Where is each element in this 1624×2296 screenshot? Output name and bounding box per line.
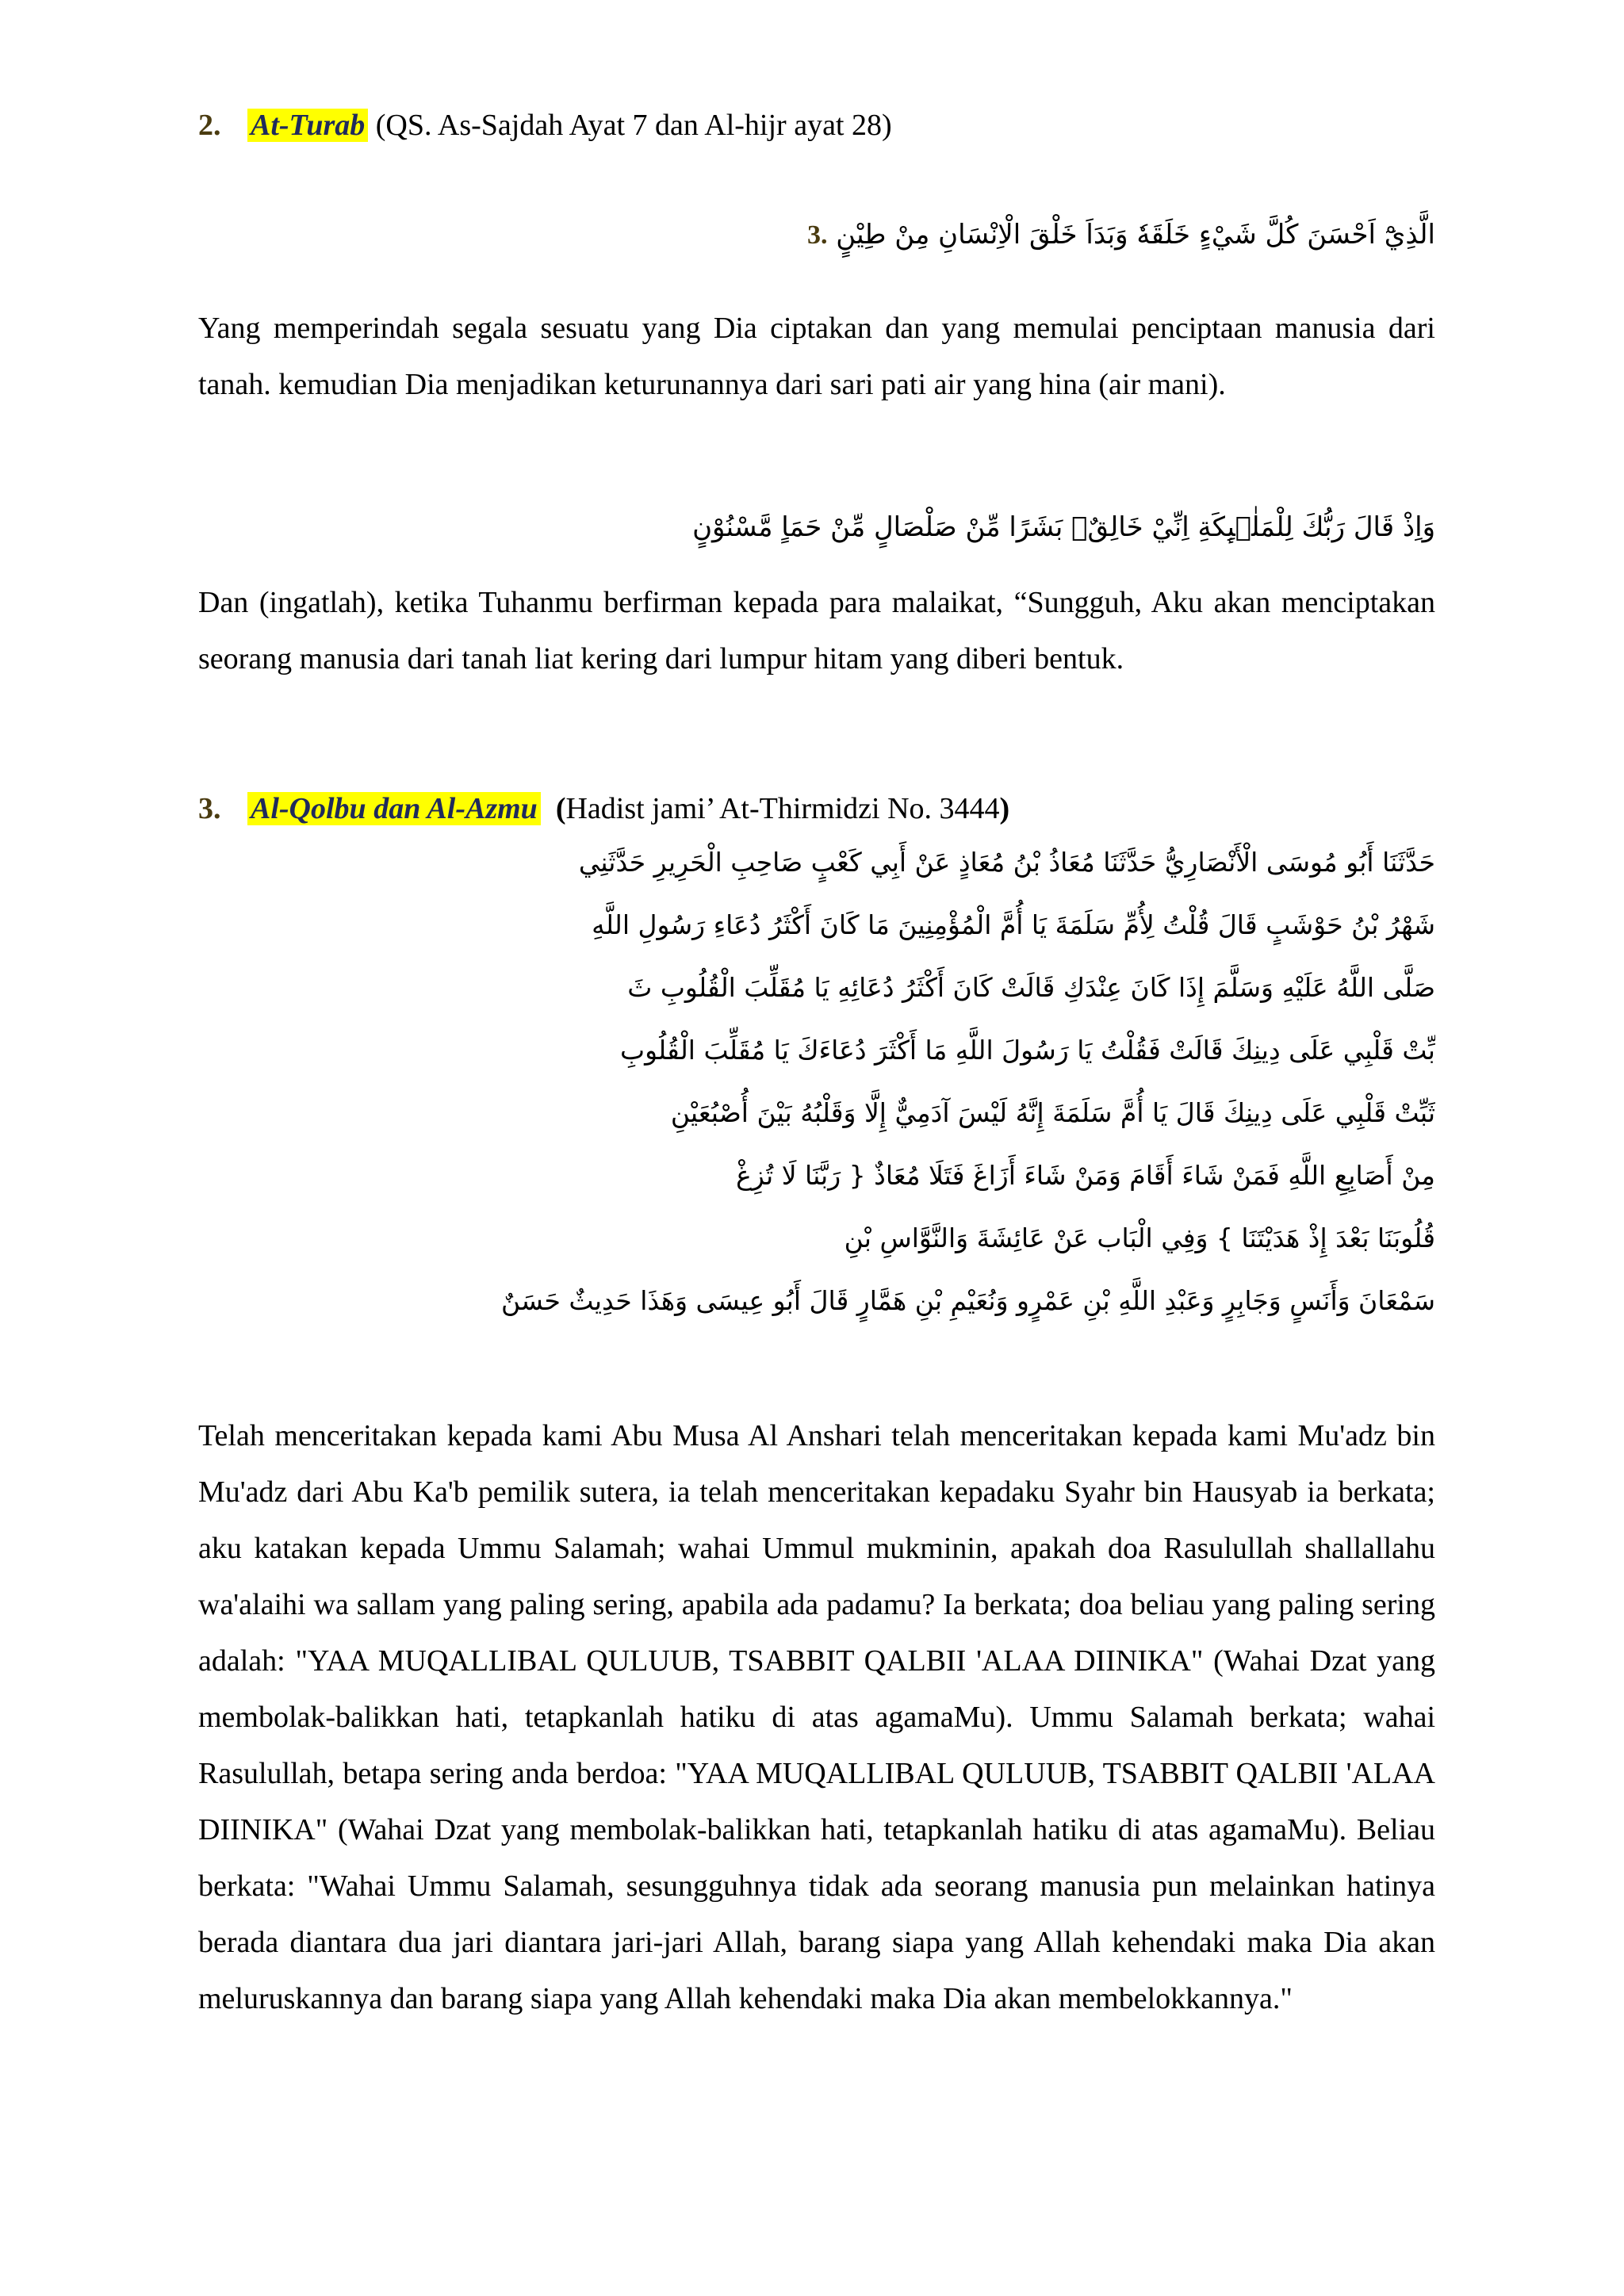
hadith-translation: Telah menceritakan kepada kami Abu Musa Al Anshari telah menceritakan kepada kami Mu'adz bin Mu'adz dari Abu Ka'b pemilik sutera, ia telah menceritakan kepadaku Syahr bin Hausyab ia berkata; aku katakan kepada Ummu Salamah; wahai Ummul mukminin, apakah doa Rasulullah shallallahu wa'alaihi wa sallam yang paling sering, apabila ada padamu? Ia berkata; doa beliau yang paling sering adalah: "YAA MUQALLIBAL QULUUB, TSABBIT QALBII 'ALAA DIINIKA" (Wahai Dzat yang membolak-balikkan hati, tetapkanlah hatiku di atas agamaMu). Ummu Salamah berkata; wahai Rasulullah, betapa sering anda berdoa: "YAA MUQALLIBAL QULUUB, TSABBIT QALBII 'ALAA DIINIKA" (Wahai Dzat yang membolak-balikkan hati, tetapkanlah hatiku di atas agamaMu). Beliau berkata: "Wahai Ummu Salamah, sesungguhnya tidak ada seorang manusia pun melainkan hatinya berada diantara dua jari diantara jari-jari Allah, barang siapa yang Allah kehendaki maka Dia akan meluruskannya dan barang siapa yang Allah kehendaki maka Dia akan membelokkannya."	[198, 1419, 1435, 2015]
verse-2-arabic: وَاِذْ قَالَ رَبُّكَ لِلْمَلٰۤىِٕكَةِ اِنِّيْ خَالِقٌۢ بَشَرًا مِّنْ صَلْصَالٍ مِّنْ حَمَاٍ مَّسْنُوْنٍ	[692, 511, 1435, 543]
hadith-line: بِّتْ قَلْبِي عَلَى دِينِكَ قَالَتْ فَقُلْتُ يَا رَسُولَ اللَّهِ مَا أَكْثَرَ دُعَاءَكَ يَا مُقَلِّبَ الْقُلُوبِ	[620, 1035, 1435, 1066]
section-2-number: 2.	[198, 109, 221, 142]
hadith-arabic-block	[349, 831, 1435, 1332]
section-3-title: Al-Qolbu dan Al-Azmu	[247, 792, 541, 825]
section-3-number: 3.	[198, 792, 221, 825]
verse-1-arabic: الَّذِيْٓ اَحْسَنَ كُلَّ شَيْءٍ خَلَقَهٗ وَبَدَاَ خَلْقَ الْاِنْسَانِ مِنْ طِيْنٍ	[836, 219, 1435, 251]
verse-1-number: .3	[806, 220, 828, 250]
section-2-title: At-Turab	[247, 109, 368, 142]
hadith-line: صَلَّى اللَّهُ عَلَيْهِ وَسَلَّمَ إِذَا كَانَ عِنْدَكِ قَالَتْ كَانَ أَكْثَرُ دُعَائِهِ يَا مُقَلِّبَ الْقُلُوبِ ثَ	[627, 972, 1435, 1003]
section-3-heading	[198, 788, 1009, 829]
hadith-line: مِنْ أَصَابِعِ اللَّهِ فَمَنْ شَاءَ أَقَامَ وَمَنْ شَاءَ أَزَاغَ فَتَلَا مُعَاذٌ { رَبَّنَا لَا تُزِغْ	[736, 1160, 1435, 1191]
verse-1-translation: Yang memperindah segala sesuatu yang Dia ciptakan dan yang memulai penciptaan manusia dari tanah. kemudian Dia menjadikan keturunannya dari sari pati air yang hina (air mani).	[198, 312, 1435, 401]
verse-1-arabic-line	[807, 219, 1435, 251]
section-3-reference-open: (	[555, 792, 566, 825]
section-3-reference-text: Hadist jami’ At-Thirmidzi No. 3444	[565, 792, 1000, 825]
section-2-heading	[198, 105, 892, 146]
section-2-reference: (QS. As-Sajdah Ayat 7 dan Al-hijr ayat 28)	[375, 109, 892, 142]
hadith-line: حَدَّثَنَا أَبُو مُوسَى الْأَنْصَارِيُّ حَدَّثَنَا مُعَاذُ بْنُ مُعَاذٍ عَنْ أَبِي كَعْبٍ صَاحِبِ الْحَرِيرِ حَدَّثَنِي	[578, 847, 1435, 878]
verse-2-translation: Dan (ingatlah), ketika Tuhanmu berfirman kepada para malaikat, “Sungguh, Aku akan menciptakan seorang manusia dari tanah liat kering dari lumpur hitam yang diberi bentuk.	[198, 586, 1435, 675]
hadith-line: ثَبِّتْ قَلْبِي عَلَى دِينِكَ قَالَ يَا أُمَّ سَلَمَةَ إِنَّهُ لَيْسَ آدَمِيٌّ إِلَّا وَقَلْبُهُ بَيْنَ أُصْبُعَيْنِ	[670, 1097, 1435, 1128]
hadith-line: شَهْرُ بْنُ حَوْشَبٍ قَالَ قُلْتُ لِأُمِّ سَلَمَةَ يَا أُمَّ الْمُؤْمِنِينَ مَا كَانَ أَكْثَرُ دُعَاءِ رَسُولِ اللَّهِ	[592, 909, 1435, 940]
section-3-reference	[556, 792, 1009, 825]
section-3-reference-close: )	[999, 792, 1010, 825]
hadith-line: قُلُوبَنَا بَعْدَ إِذْ هَدَيْتَنَا } وَفِي الْبَاب عَنْ عَائِشَةَ وَالنَّوَّاسِ بْنِ	[844, 1223, 1435, 1253]
hadith-line: سَمْعَانَ وَأَنَسٍ وَجَابِرٍ وَعَبْدِ اللَّهِ بْنِ عَمْرٍو وَنُعَيْمِ بْنِ هَمَّارٍ قَالَ أَبُو عِيسَى وَهَذَا حَدِيثٌ حَسَنٌ	[500, 1285, 1435, 1316]
